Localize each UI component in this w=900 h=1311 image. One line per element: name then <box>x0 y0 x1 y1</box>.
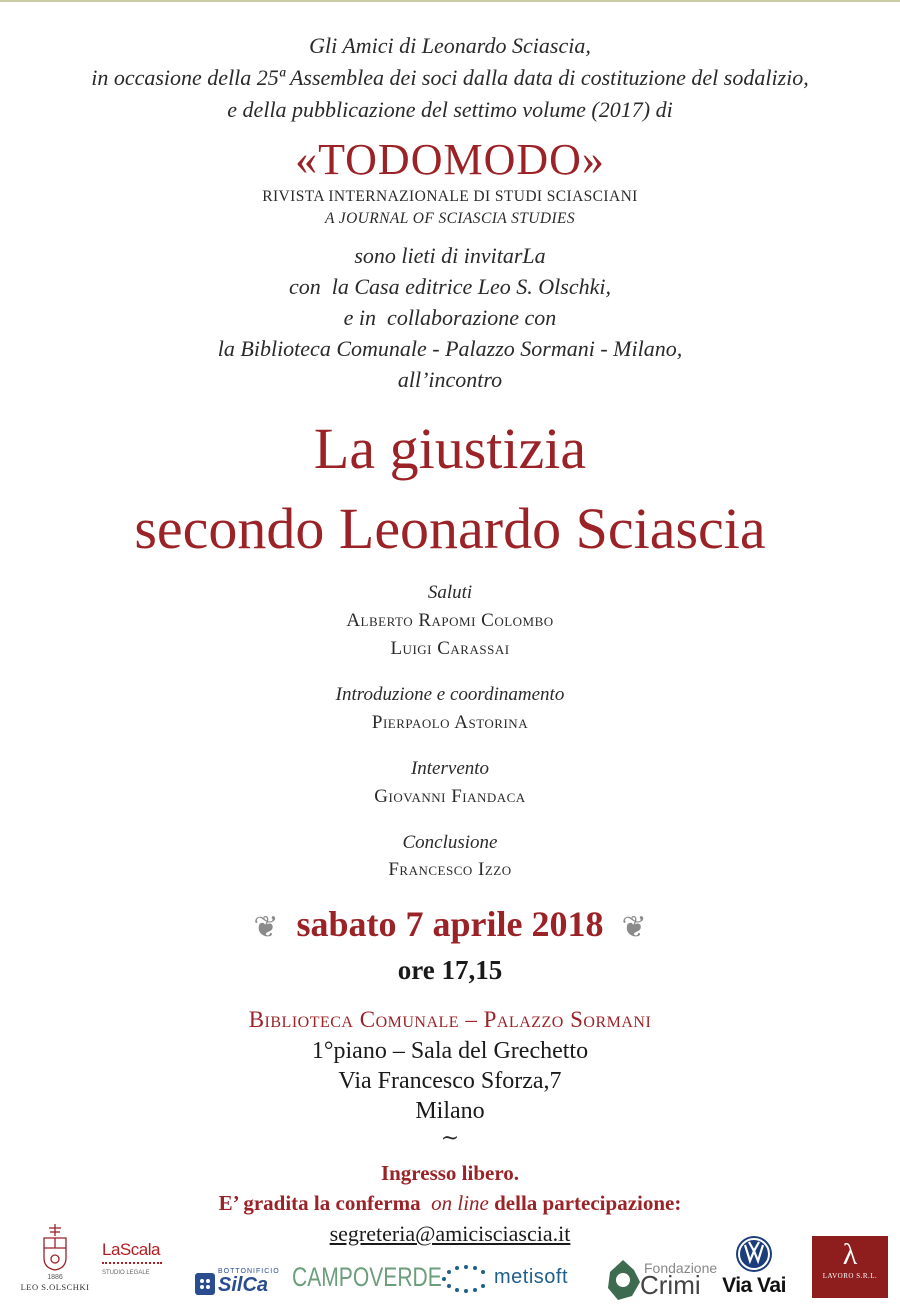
journal-subtitle-it: RIVISTA INTERNAZIONALE DI STUDI SCIASCIANI <box>262 188 638 205</box>
venue-city: Milano <box>415 1098 485 1124</box>
invite-line-3: e in collaborazione con <box>343 305 557 330</box>
invite-text <box>0 240 900 395</box>
crimi-top: Fondazione <box>644 1260 718 1276</box>
dots-ring-icon <box>436 1264 492 1294</box>
email-link[interactable]: segreteria@amicisciascia.it <box>329 1221 571 1246</box>
top-rule <box>0 0 900 2</box>
button-icon <box>194 1272 216 1296</box>
intro-line-1: Gli Amici di Leonardo Sciascia, <box>309 33 591 58</box>
silca-top: BOTTONIFICIO <box>218 1268 280 1275</box>
confirm-pre: E’ gradita la conferma <box>218 1191 426 1215</box>
intro-label: Introduzione e coordinamento <box>335 684 565 705</box>
intervento-label: Intervento <box>410 758 490 779</box>
viavai-logo <box>712 1234 796 1304</box>
intro-line-3: e della pubblicazione del settimo volume (2017) di <box>227 97 673 122</box>
event-date: sabato 7 aprile 2018 <box>296 904 604 944</box>
venue-name: Biblioteca Comunale – Palazzo Sormani <box>248 1007 652 1032</box>
saluti-name-2: Luigi Carassai <box>390 638 510 659</box>
confirm-online: on line <box>425 1191 489 1215</box>
invite-line-1: sono lieti di invitarLa <box>354 243 546 268</box>
metisoft-logo <box>436 1262 586 1302</box>
conclusione-label: Conclusione <box>402 832 498 853</box>
silca-logo <box>194 1262 278 1302</box>
confirm-post: della partecipazione: <box>488 1191 682 1215</box>
lambda-icon: λ <box>842 1238 858 1271</box>
intro-line-2: in occasione della 25ª Assemblea dei soci dalla data di costituzione del sodalizio, <box>91 65 809 90</box>
venue-street: Via Francesco Sforza,7 <box>338 1068 562 1094</box>
crimi-emblem-icon <box>604 1258 642 1302</box>
event-title-line-2: secondo Leonardo Sciascia <box>134 496 766 561</box>
invite-line-5: all’incontro <box>397 367 503 392</box>
journal-subtitle-en: A JOURNAL OF SCIASCIA STUDIES <box>324 210 576 227</box>
intro-text <box>0 30 900 126</box>
journal-subtitles <box>0 186 900 230</box>
event-title-line-1: La giustizia <box>313 416 587 481</box>
event-date-row <box>0 900 900 952</box>
intro-name: Pierpaolo Astorina <box>371 712 529 733</box>
lascala-name: LaScala <box>102 1240 160 1259</box>
lascala-logo <box>102 1240 182 1296</box>
crimi-name: Crimi <box>640 1270 701 1300</box>
lavoro-name: LAVORO S.R.L. <box>822 1272 878 1280</box>
olschki-name: LEO S.OLSCHKI <box>20 1282 90 1292</box>
saluti-label: Saluti <box>427 582 473 603</box>
olschki-emblem-icon <box>14 1222 96 1274</box>
tilde-separator: ~ <box>440 1126 460 1151</box>
vw-badge-icon <box>734 1234 774 1274</box>
olschki-logo <box>14 1222 96 1298</box>
intervento-name: Giovanni Fiandaca <box>374 786 526 807</box>
event-time: ore 17,15 <box>397 955 503 985</box>
metisoft-name: metisoft <box>494 1266 569 1288</box>
conclusione-name: Francesco Izzo <box>388 859 512 880</box>
floral-heart-icon: ❦ <box>253 910 279 944</box>
invite-line-2: con la Casa editrice Leo S. Olschki, <box>288 274 611 299</box>
venue-floor: 1°piano – Sala del Grechetto <box>311 1038 589 1064</box>
saluti-name-1: Alberto Rapomi Colombo <box>346 610 554 631</box>
lavoro-logo <box>812 1236 888 1298</box>
invite-line-4: la Biblioteca Comunale - Palazzo Sormani - Milano, <box>217 336 683 361</box>
floral-heart-icon: ❦ <box>621 910 647 944</box>
crimi-logo <box>604 1256 718 1304</box>
confirm-text <box>0 1188 900 1218</box>
olschki-year: 1886 <box>47 1274 63 1281</box>
lascala-dots <box>102 1262 162 1268</box>
viavai-name: Via Vai <box>722 1274 786 1297</box>
silca-name: SilCa <box>218 1274 269 1296</box>
lascala-sub: STUDIO LEGALE <box>102 1270 150 1276</box>
journal-name: «TODOMODO» <box>295 135 605 184</box>
campoverde-logo: CAMPOVERDE <box>292 1262 442 1292</box>
free-entry: Ingresso libero. <box>380 1161 520 1185</box>
